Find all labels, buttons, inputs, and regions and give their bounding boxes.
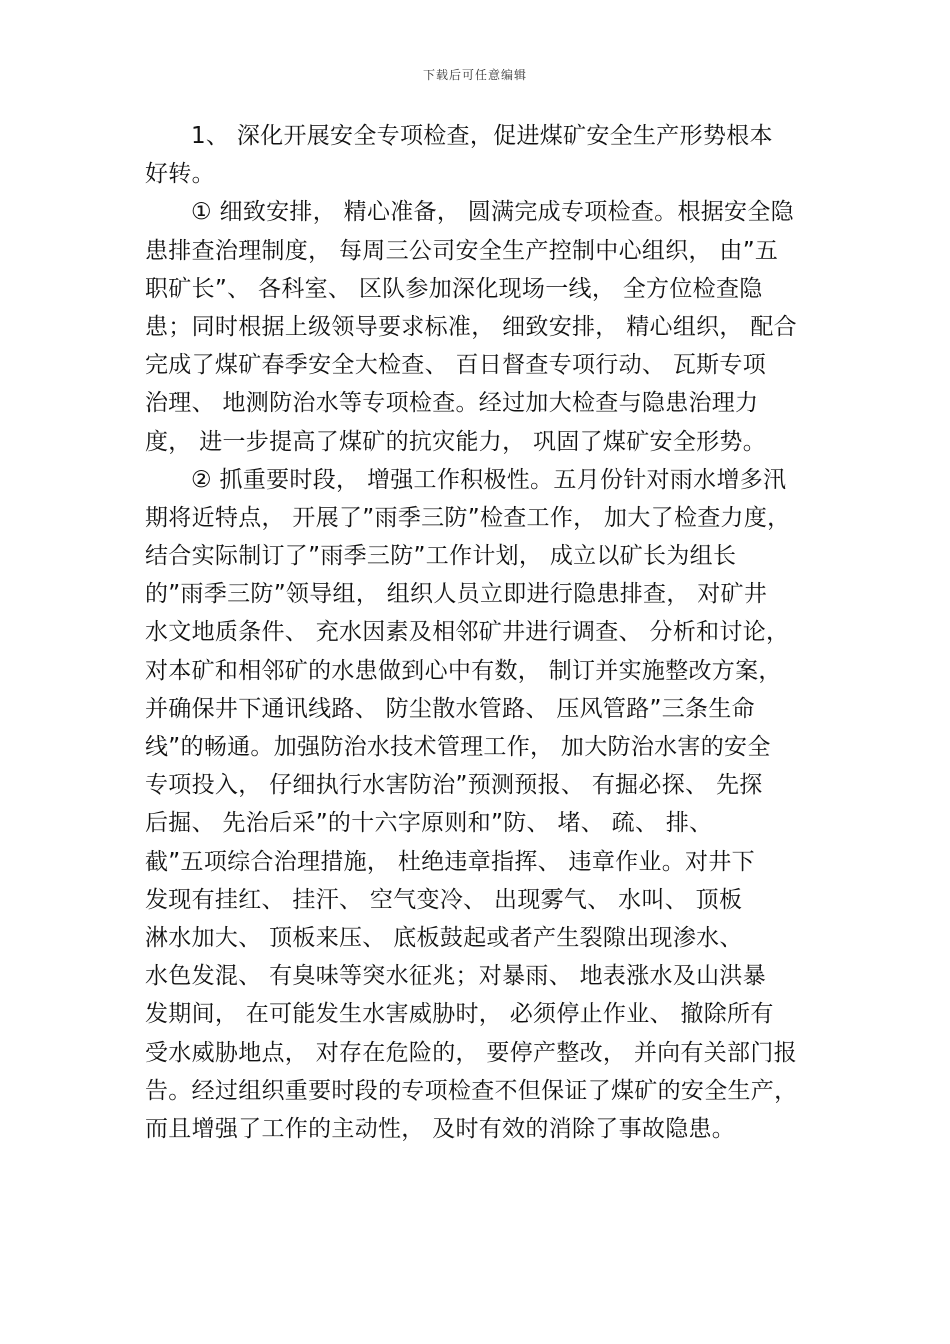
heading-line: 1、 深化开展安全专项检查，促进煤矿安全生产形势根本 <box>191 123 773 149</box>
paragraph-line: 度， 进一步提高了煤矿的抗灾能力， 巩固了煤矿安全形势。 <box>145 428 767 455</box>
paragraph-2 <box>145 461 815 1148</box>
paragraph-line: 并确保井下通讯线路、 防尘散水管路、 压风管路”三条生命 <box>145 695 755 722</box>
paragraph-line: 治理、 地测防治水等专项检查。经过加大检查与隐患治理力 <box>145 390 759 417</box>
paragraph-line: 职矿长”、 各科室、 区队参加深化现场一线， 全方位检查隐 <box>145 275 763 302</box>
paragraph-line: 水色发混、 有臭味等突水征兆；对暴雨、 地表涨水及山洪暴 <box>145 963 767 990</box>
paragraph-line: 而且增强了工作的主动性， 及时有效的消除了事故隐患。 <box>145 1115 736 1142</box>
paragraph-line: 受水威胁地点， 对存在危险的， 要停产整改， 并向有关部门报 <box>145 1039 797 1066</box>
paragraph-line: 专项投入， 仔细执行水害防治”预测预报、 有掘必探、 先探 <box>145 772 763 799</box>
paragraph-line: 截”五项综合治理措施， 杜绝违章指挥、 违章作业。对井下 <box>145 848 755 875</box>
paragraph-line: 期将近特点， 开展了”雨季三防”检查工作， 加大了检查力度， <box>145 504 791 531</box>
paragraph-line: ② 抓重要时段， 增强工作积极性。五月份针对雨水增多汛 <box>191 466 787 493</box>
document-body <box>145 117 815 1148</box>
paragraph-line: 发现有挂红、 挂汗、 空气变冷、 出现雾气、 水叫、 顶板 <box>145 886 743 913</box>
paragraph-line: ① 细致安排， 精心准备， 圆满完成专项检查。根据安全隐 <box>191 199 794 226</box>
paragraph-line: 患；同时根据上级领导要求标准， 细致安排， 精心组织， 配合 <box>145 313 797 340</box>
paragraph-line: 水文地质条件、 充水因素及相邻矿井进行调查、 分析和讨论， <box>145 619 790 646</box>
paragraph-line: 的”雨季三防”领导组， 组织人员立即进行隐患排查， 对矿井 <box>145 581 768 608</box>
page-header-note: 下载后可任意编辑 <box>422 68 527 82</box>
paragraph-line: 完成了煤矿春季安全大检查、 百日督查专项行动、 瓦斯专项 <box>145 352 767 379</box>
paragraph-line: 结合实际制订了”雨季三防”工作计划， 成立以矿长为组长 <box>145 543 737 570</box>
paragraph-line: 线”的畅通。加强防治水技术管理工作， 加大防治水害的安全 <box>145 734 771 760</box>
paragraph-line: 对本矿和相邻矿的水患做到心中有数， 制订并实施整改方案， <box>145 657 782 684</box>
paragraph-line: 后掘、 先治后采”的十六字原则和”防、 堵、 疏、 排、 <box>145 810 713 837</box>
section-heading <box>145 117 815 193</box>
paragraph-line: 淋水加大、 顶板来压、 底板鼓起或者产生裂隙出现渗水、 <box>145 924 743 951</box>
paragraph-line: 患排查治理制度， 每周三公司安全生产控制中心组织， 由”五 <box>145 237 779 264</box>
paragraph-1 <box>145 193 815 460</box>
paragraph-line: 发期间， 在可能发生水害威胁时， 必须停止作业、 撤除所有 <box>145 1001 774 1028</box>
heading-line: 好转。 <box>145 161 215 188</box>
paragraph-line: 告。经过组织重要时段的专项检查不但保证了煤矿的安全生产， <box>145 1077 798 1104</box>
